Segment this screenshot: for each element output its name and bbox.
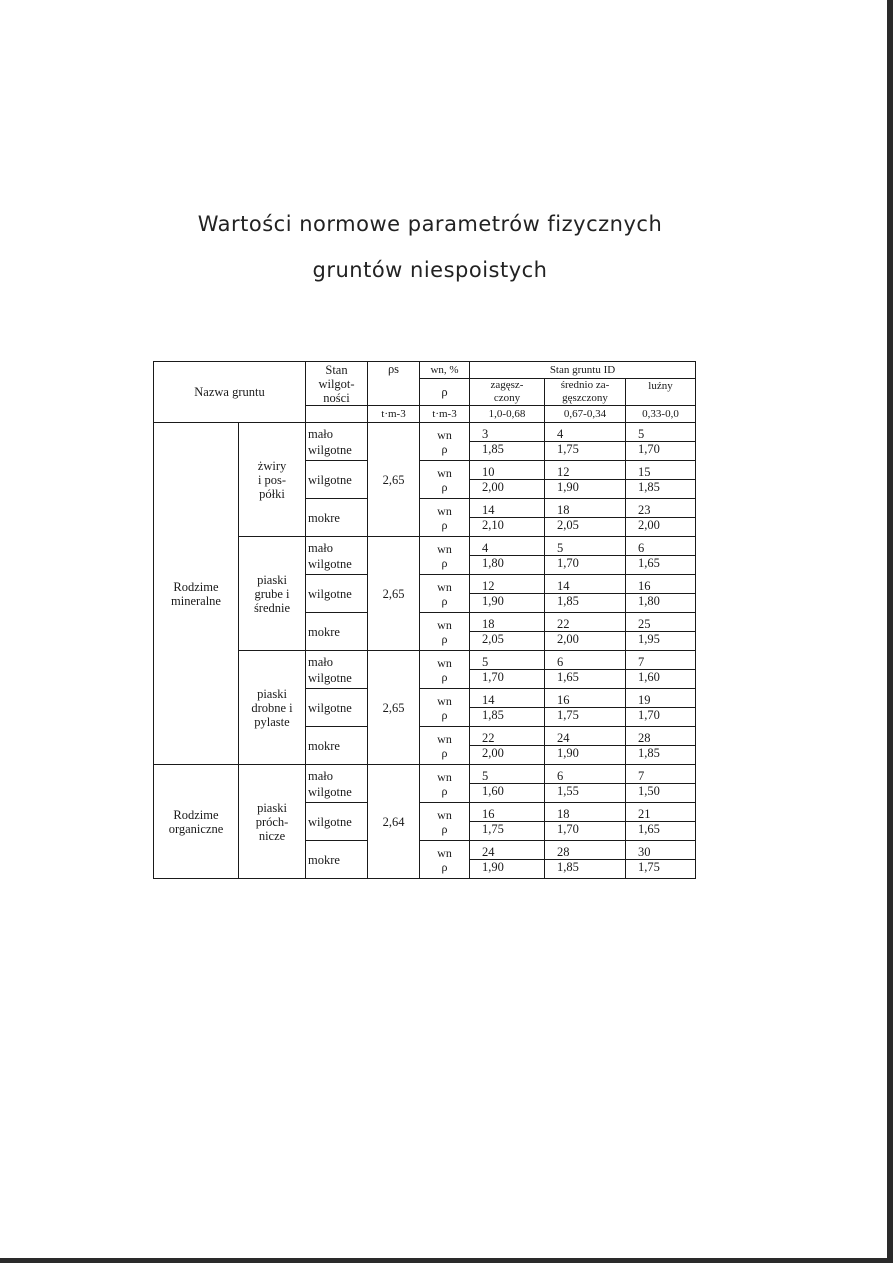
wn-value: 5 xyxy=(626,427,695,442)
symbol-rho: ρ xyxy=(441,821,448,836)
value-cell xyxy=(626,803,696,841)
wn-value: 16 xyxy=(545,693,625,708)
wn-value: 16 xyxy=(470,807,544,822)
value-cell xyxy=(626,499,696,537)
rho-value: 2,00 xyxy=(482,480,504,494)
moisture-state: mokre xyxy=(306,841,368,879)
symbol-rho: ρ xyxy=(441,745,448,760)
wn-value: 18 xyxy=(545,807,625,822)
moisture-state: wilgotne xyxy=(306,803,368,841)
value-cell xyxy=(470,537,545,575)
rho-value: 1,65 xyxy=(638,822,660,836)
moisture-state: mokre xyxy=(306,613,368,651)
value-cell xyxy=(545,841,626,879)
header-stan-bottom: wilgot- ności xyxy=(318,376,355,405)
rho-value: 1,75 xyxy=(482,822,504,836)
soil-parameters-table xyxy=(153,361,696,879)
symbol-rho: ρ xyxy=(441,555,448,570)
symbol-wn: wn xyxy=(437,731,452,746)
value-cell xyxy=(626,613,696,651)
rho-value: 1,50 xyxy=(638,784,660,798)
parameter-symbols xyxy=(420,499,470,537)
subgroup-name: żwiry i pos- półki xyxy=(239,423,306,537)
moisture-state: mokre xyxy=(306,499,368,537)
value-cell xyxy=(545,803,626,841)
moisture-state: wilgotne xyxy=(306,575,368,613)
header-stan-blank xyxy=(306,406,368,423)
header-rho: ρ xyxy=(420,379,470,406)
value-cell xyxy=(470,765,545,803)
value-cell xyxy=(470,575,545,613)
subgroup-name: piaski próch- nicze xyxy=(239,765,306,879)
parameter-symbols xyxy=(420,461,470,499)
wn-value: 14 xyxy=(470,693,544,708)
rho-value: 1,65 xyxy=(557,670,579,684)
symbol-wn: wn xyxy=(437,503,452,518)
value-cell xyxy=(626,689,696,727)
rho-value: 1,65 xyxy=(638,556,660,570)
wn-value: 28 xyxy=(626,731,695,746)
symbol-rho: ρ xyxy=(441,783,448,798)
page-title-line1: Wartości normowe parametrów fizycznych xyxy=(197,212,663,236)
value-cell xyxy=(545,461,626,499)
rho-value: 1,85 xyxy=(638,480,660,494)
value-cell xyxy=(545,727,626,765)
rho-value: 1,95 xyxy=(638,632,660,646)
page-title-line2: gruntów niespoistych xyxy=(312,258,548,282)
parameter-symbols xyxy=(420,765,470,803)
parameter-symbols xyxy=(420,651,470,689)
value-cell xyxy=(626,423,696,461)
symbol-rho: ρ xyxy=(441,859,448,874)
value-cell xyxy=(545,651,626,689)
wn-value: 7 xyxy=(626,769,695,784)
rho-value: 2,10 xyxy=(482,518,504,532)
rho-value: 1,70 xyxy=(638,708,660,722)
symbol-rho: ρ xyxy=(441,631,448,646)
value-cell xyxy=(545,423,626,461)
rho-value: 1,70 xyxy=(557,556,579,570)
rho-value: 1,70 xyxy=(557,822,579,836)
value-cell xyxy=(626,841,696,879)
rho-value: 2,00 xyxy=(482,746,504,760)
category-name: Rodzime mineralne xyxy=(154,423,239,765)
header-srednio-range: 0,67-0,34 xyxy=(545,406,626,423)
rho-value: 2,05 xyxy=(482,632,504,646)
value-cell xyxy=(626,461,696,499)
symbol-wn: wn xyxy=(437,617,452,632)
wn-value: 4 xyxy=(545,427,625,442)
wn-value: 25 xyxy=(626,617,695,632)
wn-value: 30 xyxy=(626,845,695,860)
rho-value: 1,90 xyxy=(557,746,579,760)
symbol-wn: wn xyxy=(437,769,452,784)
rho-value: 1,60 xyxy=(638,670,660,684)
parameter-symbols xyxy=(420,803,470,841)
rho-value: 2,05 xyxy=(557,518,579,532)
value-cell xyxy=(470,651,545,689)
rho-value: 1,60 xyxy=(482,784,504,798)
wn-value: 12 xyxy=(545,465,625,480)
header-stan xyxy=(306,362,368,406)
wn-value: 22 xyxy=(470,731,544,746)
symbol-wn: wn xyxy=(437,579,452,594)
moisture-state: mało wilgotne xyxy=(306,423,368,461)
symbol-rho: ρ xyxy=(441,441,448,456)
moisture-state: wilgotne xyxy=(306,689,368,727)
header-rho-unit: t·m-3 xyxy=(420,406,470,423)
wn-value: 24 xyxy=(545,731,625,746)
value-cell xyxy=(545,537,626,575)
value-cell xyxy=(470,423,545,461)
header-zagesz: zagęsz- czony xyxy=(470,379,545,406)
rho-value: 1,85 xyxy=(638,746,660,760)
header-stan-top: Stan xyxy=(325,362,348,377)
symbol-wn: wn xyxy=(437,541,452,556)
wn-value: 7 xyxy=(626,655,695,670)
wn-value: 6 xyxy=(545,769,625,784)
value-cell xyxy=(626,575,696,613)
parameter-symbols xyxy=(420,689,470,727)
moisture-state: wilgotne xyxy=(306,461,368,499)
wn-value: 18 xyxy=(545,503,625,518)
wn-value: 12 xyxy=(470,579,544,594)
rho-value: 2,00 xyxy=(638,518,660,532)
header-zagesz-range: 1,0-0,68 xyxy=(470,406,545,423)
rho-value: 1,90 xyxy=(557,480,579,494)
wn-value: 10 xyxy=(470,465,544,480)
moisture-state: mało wilgotne xyxy=(306,765,368,803)
scan-edge-right xyxy=(887,0,893,1263)
rho-value: 1,75 xyxy=(557,442,579,456)
rho-value: 1,80 xyxy=(638,594,660,608)
rho-value: 1,80 xyxy=(482,556,504,570)
scan-edge-bottom xyxy=(0,1258,893,1263)
subgroup-name: piaski grube i średnie xyxy=(239,537,306,651)
header-stan-gruntu: Stan gruntu ID xyxy=(470,362,696,379)
parameter-symbols xyxy=(420,841,470,879)
rho-value: 1,85 xyxy=(482,442,504,456)
wn-value: 19 xyxy=(626,693,695,708)
header-srednio: średnio za- gęszczony xyxy=(545,379,626,406)
value-cell xyxy=(626,651,696,689)
header-wn-pct: wn, % xyxy=(420,362,470,379)
value-cell xyxy=(626,727,696,765)
wn-value: 24 xyxy=(470,845,544,860)
value-cell xyxy=(470,499,545,537)
value-cell xyxy=(470,689,545,727)
rho-s-value: 2,65 xyxy=(368,651,420,765)
header-name: Nazwa gruntu xyxy=(154,362,306,423)
value-cell xyxy=(626,537,696,575)
wn-value: 22 xyxy=(545,617,625,632)
wn-value: 4 xyxy=(470,541,544,556)
wn-value: 21 xyxy=(626,807,695,822)
parameter-symbols xyxy=(420,727,470,765)
symbol-wn: wn xyxy=(437,845,452,860)
rho-value: 1,75 xyxy=(557,708,579,722)
wn-value: 5 xyxy=(470,655,544,670)
wn-value: 6 xyxy=(626,541,695,556)
symbol-rho: ρ xyxy=(441,707,448,722)
value-cell xyxy=(470,803,545,841)
moisture-state: mało wilgotne xyxy=(306,537,368,575)
rho-value: 1,70 xyxy=(482,670,504,684)
rho-s-value: 2,64 xyxy=(368,765,420,879)
symbol-rho: ρ xyxy=(441,593,448,608)
rho-value: 1,85 xyxy=(557,594,579,608)
value-cell xyxy=(626,765,696,803)
wn-value: 14 xyxy=(545,579,625,594)
rho-value: 1,85 xyxy=(557,860,579,874)
symbol-rho: ρ xyxy=(441,517,448,532)
moisture-state: mokre xyxy=(306,727,368,765)
rho-value: 1,55 xyxy=(557,784,579,798)
value-cell xyxy=(545,499,626,537)
value-cell xyxy=(545,689,626,727)
symbol-wn: wn xyxy=(437,807,452,822)
wn-value: 14 xyxy=(470,503,544,518)
value-cell xyxy=(545,575,626,613)
value-cell xyxy=(470,613,545,651)
wn-value: 18 xyxy=(470,617,544,632)
symbol-wn: wn xyxy=(437,693,452,708)
table-row xyxy=(154,423,696,461)
rho-value: 1,75 xyxy=(638,860,660,874)
symbol-rho: ρ xyxy=(441,669,448,684)
wn-value: 6 xyxy=(545,655,625,670)
rho-s-value: 2,65 xyxy=(368,423,420,537)
value-cell xyxy=(470,461,545,499)
rho-value: 1,70 xyxy=(638,442,660,456)
rho-value: 1,85 xyxy=(482,708,504,722)
moisture-state: mało wilgotne xyxy=(306,651,368,689)
wn-value: 23 xyxy=(626,503,695,518)
symbol-wn: wn xyxy=(437,655,452,670)
rho-value: 1,90 xyxy=(482,594,504,608)
value-cell xyxy=(470,841,545,879)
wn-value: 16 xyxy=(626,579,695,594)
parameter-symbols xyxy=(420,575,470,613)
wn-value: 3 xyxy=(470,427,544,442)
parameter-symbols xyxy=(420,537,470,575)
value-cell xyxy=(545,765,626,803)
symbol-wn: wn xyxy=(437,465,452,480)
symbol-rho: ρ xyxy=(441,479,448,494)
rho-value: 2,00 xyxy=(557,632,579,646)
parameter-symbols xyxy=(420,423,470,461)
value-cell xyxy=(545,613,626,651)
rho-s-value: 2,65 xyxy=(368,537,420,651)
header-rho-s-unit: t·m-3 xyxy=(368,406,420,423)
header-rho-s: ρs xyxy=(368,362,420,406)
header-luzny: luźny xyxy=(626,379,696,406)
wn-value: 28 xyxy=(545,845,625,860)
symbol-wn: wn xyxy=(437,427,452,442)
subgroup-name: piaski drobne i pylaste xyxy=(239,651,306,765)
value-cell xyxy=(470,727,545,765)
table-row xyxy=(154,765,696,803)
parameter-symbols xyxy=(420,613,470,651)
category-name: Rodzime organiczne xyxy=(154,765,239,879)
wn-value: 15 xyxy=(626,465,695,480)
wn-value: 5 xyxy=(470,769,544,784)
wn-value: 5 xyxy=(545,541,625,556)
header-luzny-range: 0,33-0,0 xyxy=(626,406,696,423)
rho-value: 1,90 xyxy=(482,860,504,874)
